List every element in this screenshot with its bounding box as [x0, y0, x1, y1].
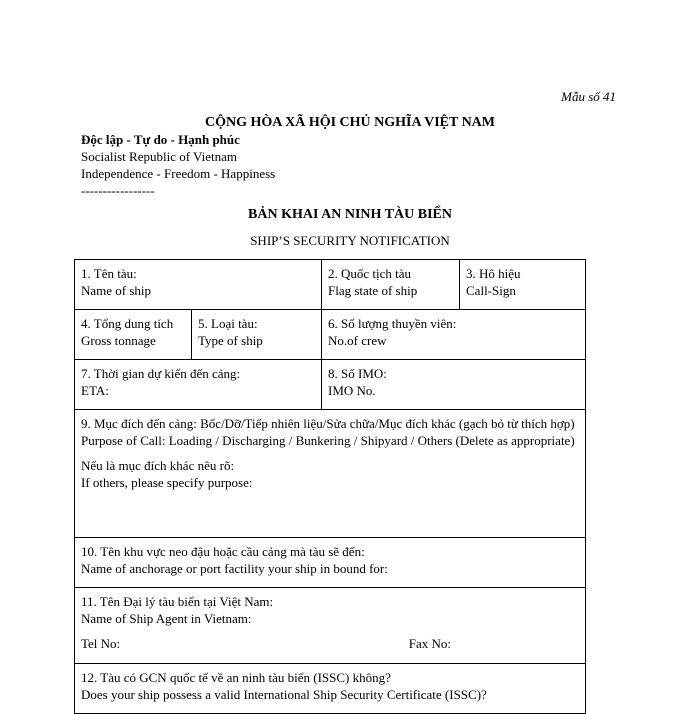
label-en: Purpose of Call: Loading / Discharging / Bunkering / Shipyard / Others (Delete as appropriate) — [81, 433, 575, 448]
spacer — [81, 449, 579, 457]
field-call-sign — [460, 260, 586, 310]
label-vi: 6. Số lượng thuyền viên: — [328, 316, 457, 331]
label-en: Gross tonnage — [81, 333, 156, 348]
fax-label: Fax No: — [408, 636, 452, 651]
country-en: Socialist Republic of Vietnam — [81, 149, 238, 164]
field-ship-agent — [75, 588, 586, 664]
label-vi: 7. Thời gian dự kiến đến cảng: — [81, 366, 241, 381]
label-vi: 5. Loại tàu: — [198, 316, 258, 331]
form-row-1 — [75, 260, 586, 310]
field-type-of-ship — [192, 310, 322, 360]
field-eta — [75, 360, 322, 410]
label-vi: 1. Tên tàu: — [81, 266, 137, 281]
field-imo-no — [322, 360, 586, 410]
other-purpose-vi: Nếu là mục đích khác nêu rõ: — [81, 458, 235, 473]
label-en: IMO No. — [328, 383, 376, 398]
form-number: Mẫu số 41 — [561, 89, 616, 104]
label-en: Name of anchorage or port factility your ship in bound for: — [81, 561, 388, 576]
field-flag-state — [322, 260, 460, 310]
motto-en: Independence - Freedom - Happiness — [81, 166, 276, 181]
form-row-3 — [75, 360, 586, 410]
form-row-2 — [75, 310, 586, 360]
label-vi: 4. Tổng dung tích — [81, 316, 174, 331]
label-vi: 8. Số IMO: — [328, 366, 387, 381]
label-vi: 12. Tàu có GCN quốc tế về an ninh tàu biển (ISSC) không? — [81, 670, 391, 685]
field-crew-count — [322, 310, 586, 360]
label-vi: 2. Quốc tịch tàu — [328, 266, 412, 281]
label-en: Type of ship — [198, 333, 263, 348]
agent-contact-line — [81, 635, 579, 652]
label-vi: 11. Tên Đại lý tàu biển tại Việt Nam: — [81, 594, 274, 609]
field-issc — [75, 664, 586, 714]
form-row-7 — [75, 664, 586, 714]
field-purpose-of-call — [75, 410, 586, 538]
label-en: Call-Sign — [466, 283, 516, 298]
spacer — [81, 627, 579, 635]
form-row-6 — [75, 588, 586, 664]
field-gross-tonnage — [75, 310, 192, 360]
security-form-table — [74, 259, 586, 714]
label-vi: 3. Hô hiệu — [466, 266, 521, 281]
header-block — [81, 131, 275, 199]
motto-vi: Độc lập - Tự do - Hạnh phúc — [81, 132, 240, 147]
other-purpose-en: If others, please specify purpose: — [81, 475, 253, 490]
tel-label: Tel No: — [81, 636, 121, 651]
label-en: Name of Ship Agent in Vietnam: — [81, 611, 252, 626]
form-row-4 — [75, 410, 586, 538]
country-name: CỘNG HÒA XÃ HỘI CHỦ NGHĨA VIỆT NAM — [204, 115, 495, 130]
label-en: ETA: — [81, 383, 109, 398]
header-divider: ----------------- — [81, 183, 155, 198]
label-en: Does your ship possess a valid International Ship Security Certificate (ISSC)? — [81, 687, 487, 702]
label-en: Flag state of ship — [328, 283, 418, 298]
field-ship-name — [75, 260, 322, 310]
label-vi: 9. Mục đích đến cảng: Bốc/Dỡ/Tiếp nhiên liệu/Sửa chữa/Mục đích khác (gạch bỏ từ thích hợp) — [81, 416, 575, 431]
document-title: BẢN KHAI AN NINH TÀU BIỂN — [248, 207, 452, 222]
label-en: No.of crew — [328, 333, 387, 348]
document-subtitle: SHIP’S SECURITY NOTIFICATION — [250, 233, 450, 248]
label-vi: 10. Tên khu vực neo đậu hoặc cầu cảng mà tàu sẽ đến: — [81, 544, 365, 559]
label-en: Name of ship — [81, 283, 152, 298]
field-anchorage — [75, 538, 586, 588]
form-row-5 — [75, 538, 586, 588]
